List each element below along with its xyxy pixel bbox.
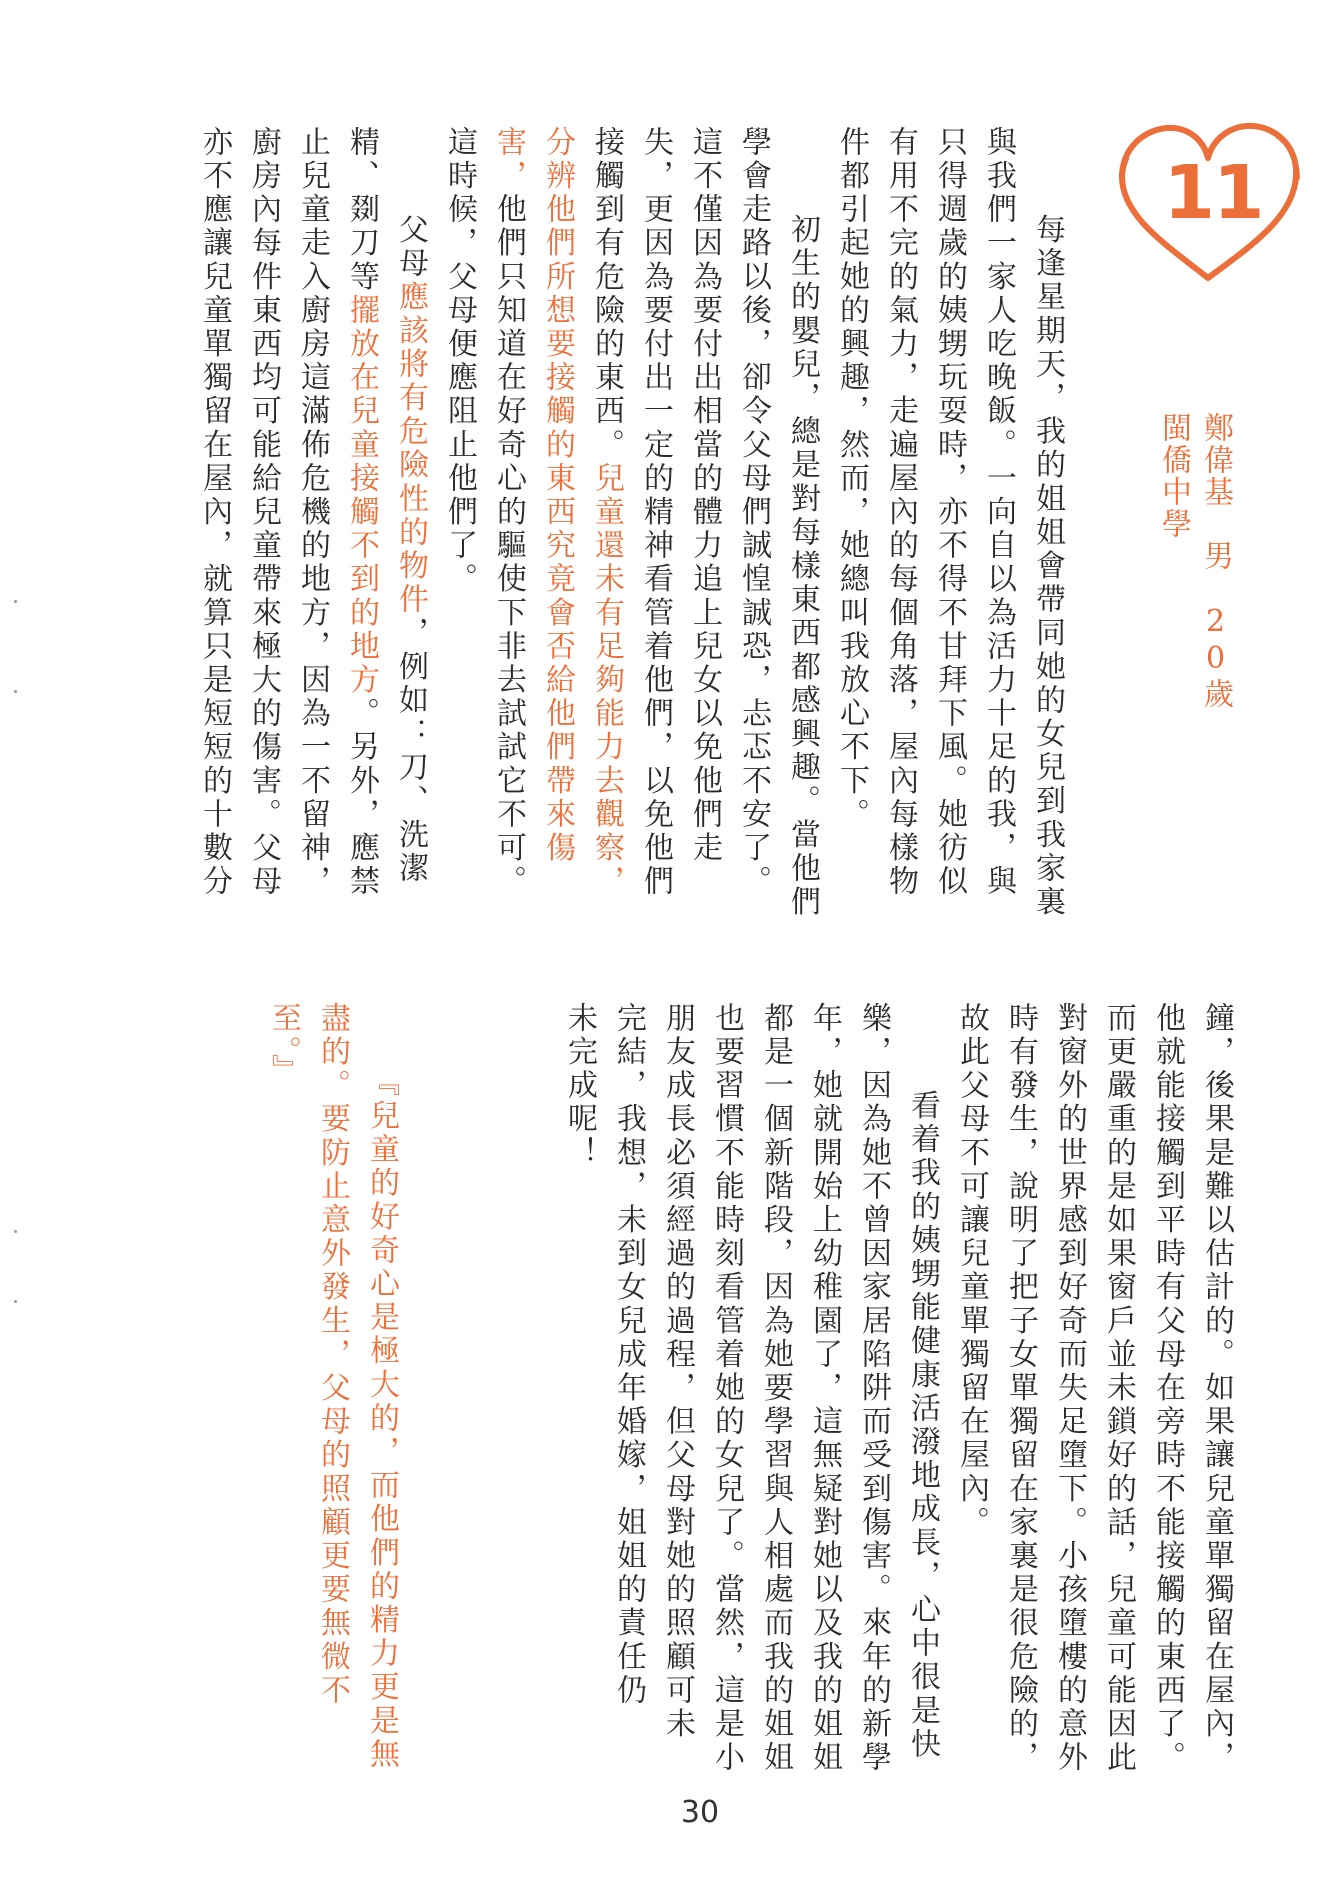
text-run: ，例如：刀、洗潔 (393, 616, 428, 886)
text-column (344, 126, 379, 899)
text-column: 只得週歲的姨甥玩耍時，亦不得不甘拜下風。她彷似 (932, 126, 967, 899)
text-column (589, 126, 624, 899)
text-run: 。另外，應禁 (344, 697, 379, 899)
text-run: 精、剟刀等 (344, 126, 379, 294)
text-run: 接觸到有危險的東西。 (589, 126, 624, 462)
scan-speck (14, 600, 17, 603)
author-line: 鄭偉基 男 20歲 (1198, 412, 1233, 710)
text-column: 年，她就開始上幼稚園了，這無疑對她以及我的姐姐 (807, 1002, 842, 1775)
text-column: 分辨他們所想要接觸的東西究竟會否給他們帶來傷 (540, 126, 575, 866)
scan-speck (14, 1300, 17, 1303)
highlight-run: 擺放在兒童接觸不到的地方 (344, 294, 379, 698)
text-column: 止兒童走入廚房這滿佈危機的地方，因為一不留神， (295, 126, 330, 899)
pull-quote: 至。』 (266, 1002, 301, 1088)
text-column: 有用不完的氣力，走遍屋內的每個角落，屋內每樣物 (883, 126, 918, 899)
text-column: 而更嚴重的是如果窗戶並未鎖好的話，兒童可能因此 (1101, 1002, 1136, 1775)
page-number: 30 (680, 1795, 720, 1830)
text-column: 學會走路以後，卻令父母們誠惶誠恐，忐忑不安了。 (736, 126, 771, 899)
text-column: 失，更因為要付出一定的精神看管着他們，以免他們 (638, 126, 673, 899)
text-column: 朋友成長必須經過的過程，但父母對她的照顧可未 (660, 1002, 695, 1742)
scan-speck (14, 690, 17, 693)
text-column: 每逢星期天，我的姐姐會帶同她的女兒到我家裏 (1030, 180, 1065, 920)
text-column: 完結，我想，未到女兒成年婚嫁，姐姐的責任仍 (611, 1002, 646, 1708)
text-column: 初生的嬰兒，總是對每樣東西都感興趣。當他們 (785, 180, 820, 920)
text-run: 他們只知道在好奇心的驅使下非去試試它不可。 (491, 193, 526, 899)
text-column: 鐘，後果是難以估計的。如果讓兒童單獨留在屋內， (1199, 1002, 1234, 1775)
text-column: 件都引起她的興趣，然而，她總叫我放心不下。 (834, 126, 869, 832)
text-column: 廚房內每件東西均可能給兒童帶來極大的傷害。父母 (246, 126, 281, 899)
pull-quote: 盡的。要防止意外發生，父母的照顧更要無微不 (315, 1002, 350, 1708)
text-column: 故此父母不可讓兒童單獨留在屋內。 (954, 1002, 989, 1540)
text-column: 未完成呢！ (562, 1002, 597, 1170)
text-column: 這不僅因為要付出相當的體力追上兒女以免他們走 (687, 126, 722, 866)
text-column: 看着我的姨甥能健康活潑地成長，心中很是快 (905, 1056, 940, 1762)
school-line: 閩僑中學 (1156, 412, 1191, 540)
text-column (491, 126, 526, 899)
highlight-run: 應該將有危險性的物件 (393, 280, 428, 617)
pull-quote: 『兒童的好奇心是極大的，而他們的精力更是無 (364, 1066, 399, 1772)
text-column: 也要習慣不能時刻看管着她的女兒了。當然，這是小 (709, 1002, 744, 1775)
highlight-run: 害， (491, 126, 526, 194)
scan-speck (14, 1230, 17, 1233)
text-run: 父母 (393, 180, 428, 281)
article-number: 11 (1163, 150, 1263, 236)
highlight-run: 兒童還未有足夠能力去觀察， (589, 462, 624, 899)
text-column: 與我們一家人吃晚飯。一向自以為活力十足的我，與 (981, 126, 1016, 899)
text-column: 樂，因為她不曾因家居陷阱而受到傷害。來年的新學 (856, 1002, 891, 1775)
text-column: 他就能接觸到平時有父母在旁時不能接觸的東西了。 (1150, 1002, 1185, 1775)
text-column: 這時候，父母便應阻止他們了。 (442, 126, 477, 597)
text-column: 對窗外的世界感到好奇而失足墮下。小孩墮樓的意外 (1052, 1002, 1087, 1775)
text-column: 亦不應讓兒童單獨留在屋內，就算只是短短的十數分 (197, 126, 232, 899)
text-column (393, 180, 428, 886)
text-column: 都是一個新階段，因為她要學習與人相處而我的姐姐 (758, 1002, 793, 1775)
text-column: 時有發生，說明了把子女單獨留在家裏是很危險的， (1003, 1002, 1038, 1775)
